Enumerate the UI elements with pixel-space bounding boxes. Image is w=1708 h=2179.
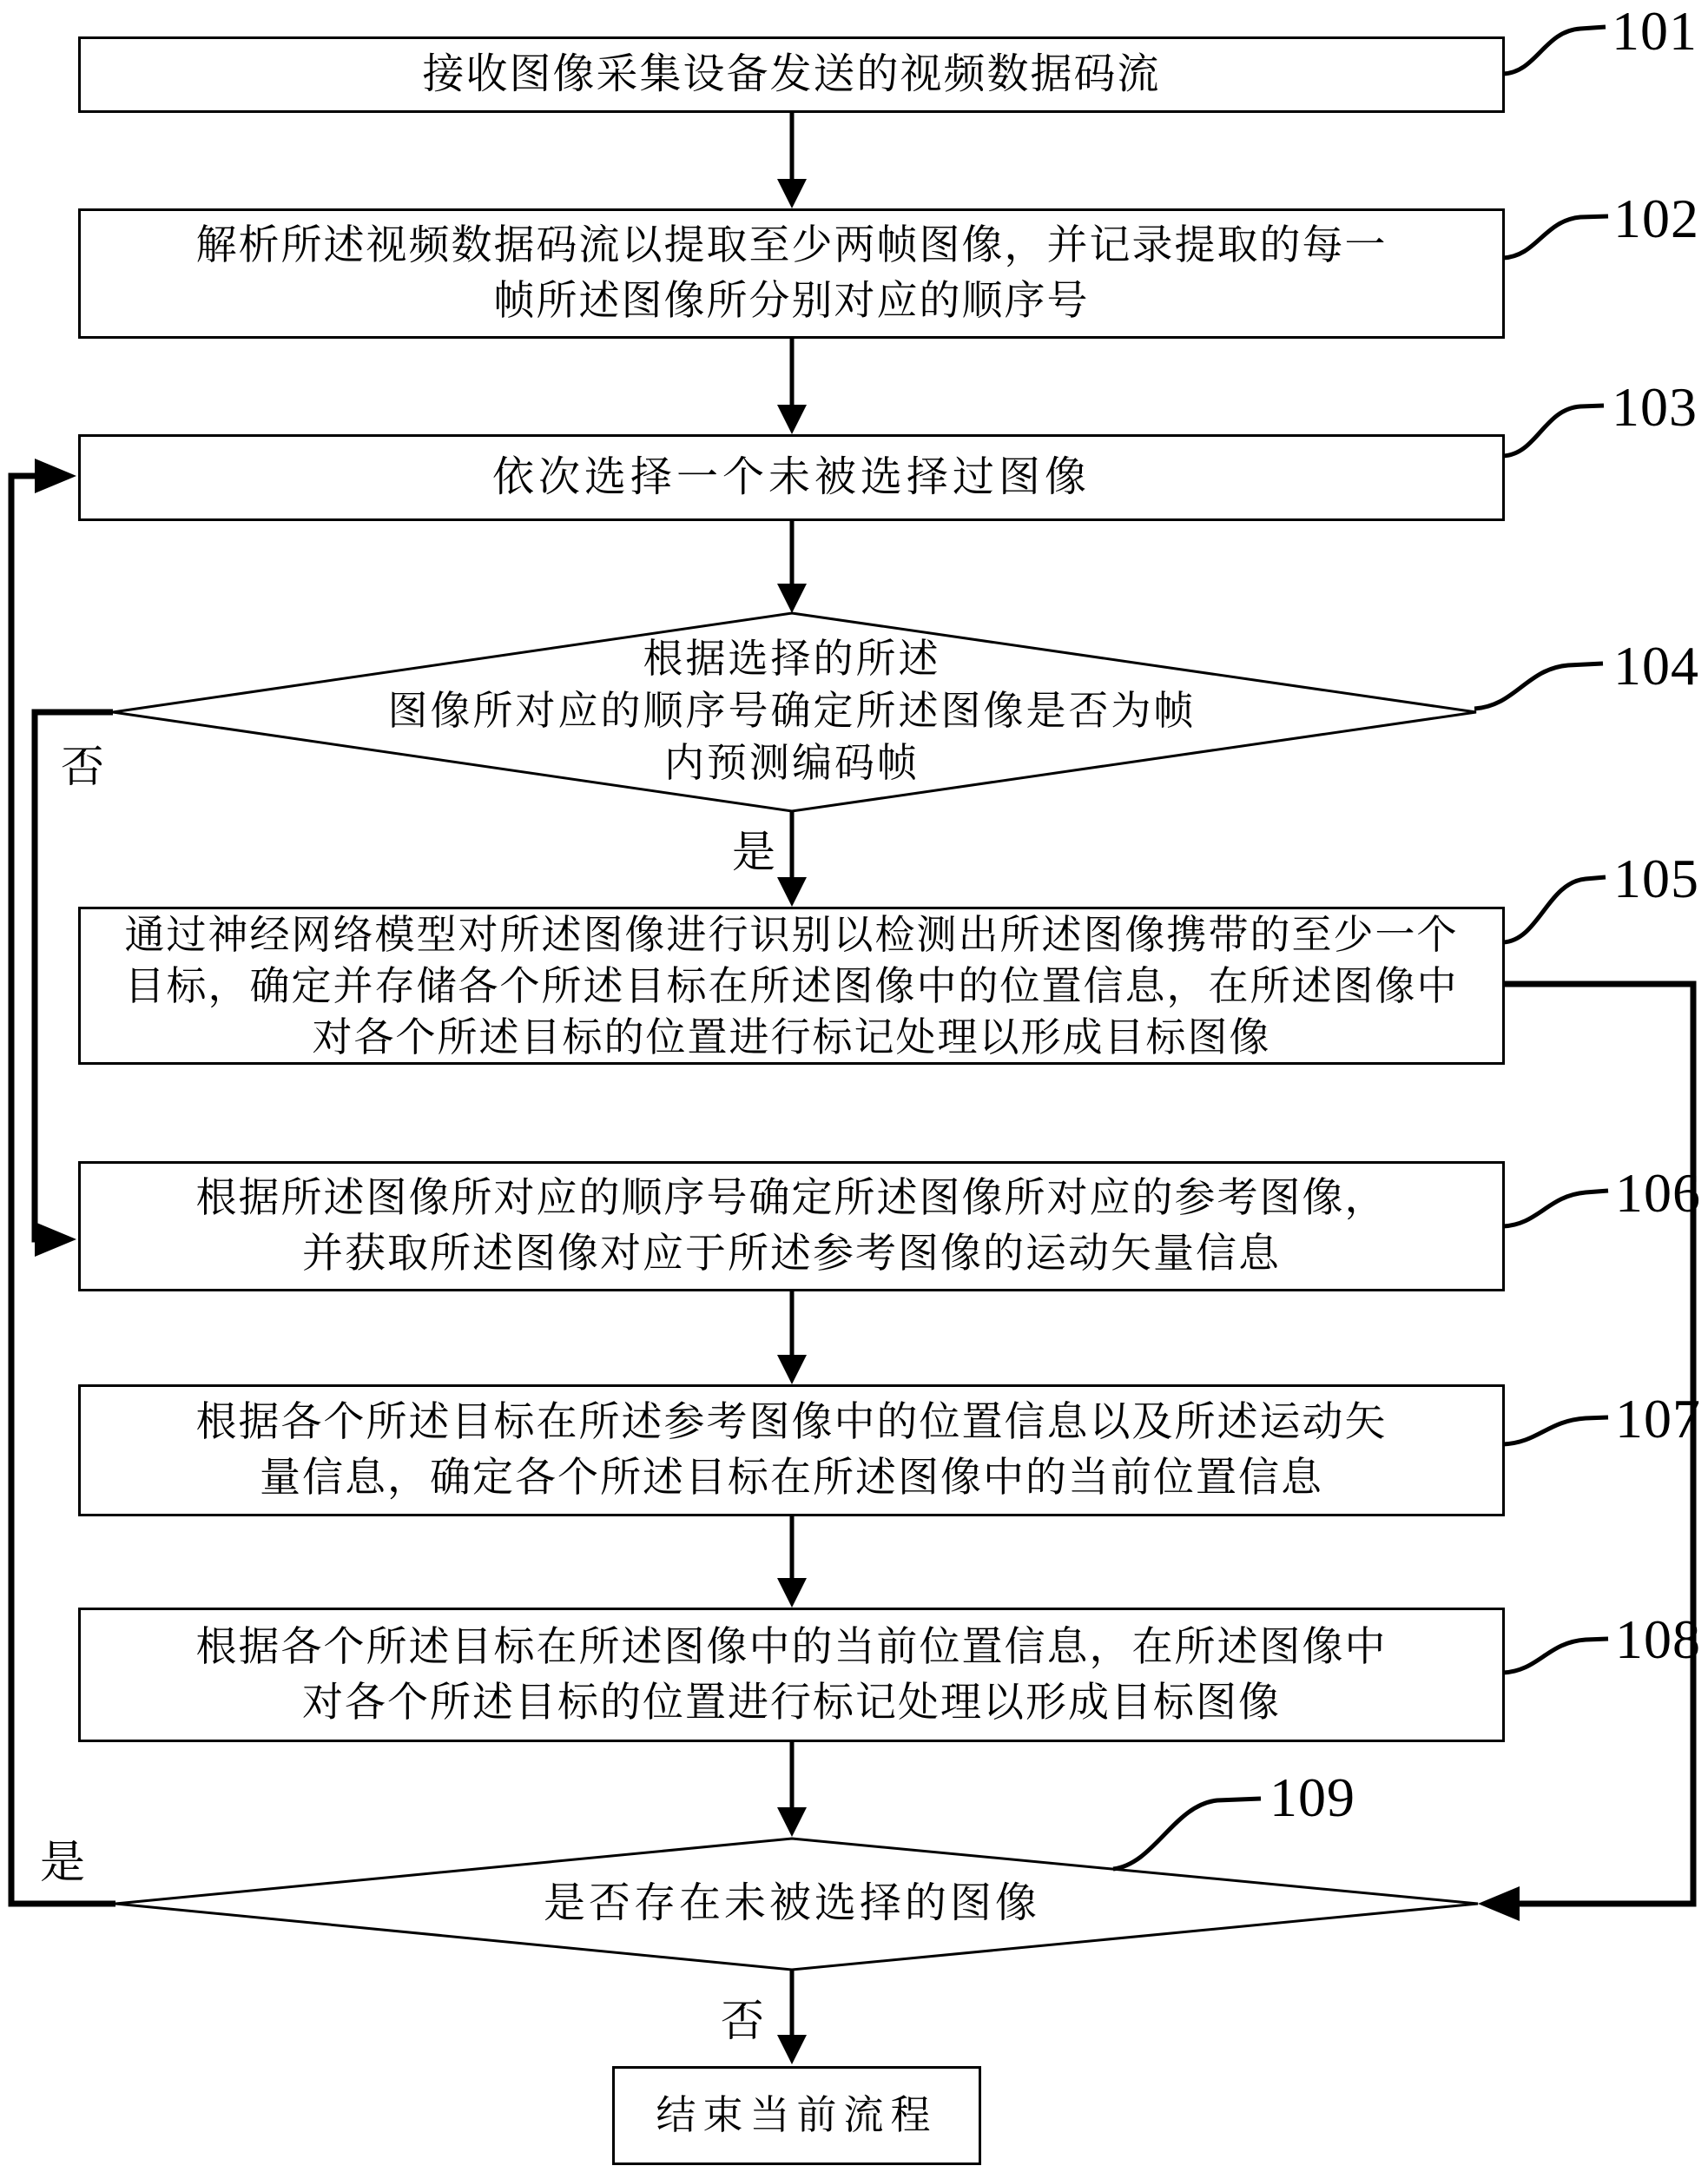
step-108-text-line1: 根据各个所述目标在所述图像中的当前位置信息，在所述图像中 (195, 1624, 1388, 1670)
step-107-box (78, 1384, 1505, 1516)
step-106-text-line1: 根据所述图像所对应的顺序号确定所述图像所对应的参考图像， (195, 1176, 1388, 1221)
decision-104-line1: 根据选择的所述 (643, 637, 941, 681)
step-105-text-line3: 对各个所述目标的位置进行标记处理以形成目标图像 (312, 1014, 1271, 1060)
step-105-text-line2: 目标，确定并存储各个所述目标在所述图像中的位置信息，在所述图像中 (124, 963, 1459, 1008)
arrowhead-102-103 (777, 405, 807, 434)
arrowhead-into-109 (1478, 1886, 1520, 1921)
step-102-box (78, 208, 1505, 339)
arrowhead-into-106 (35, 1222, 76, 1257)
leader-103 (1503, 406, 1604, 456)
step-102-text-line1: 解析所述视频数据码流以提取至少两帧图像，并记录提取的每一 (195, 223, 1388, 268)
ref-107: 107 (1615, 1388, 1701, 1449)
step-101-text: 接收图像采集设备发送的视频数据码流 (422, 51, 1161, 97)
arrowhead-108-109 (777, 1807, 807, 1837)
end-box (612, 2066, 981, 2165)
step-107-text-line2: 量信息，确定各个所述目标在所述图像中的当前位置信息 (260, 1456, 1323, 1501)
leader-106 (1503, 1191, 1608, 1226)
step-105-text-line1: 通过神经网络模型对所述图像进行识别以检测出所述图像携带的至少一个 (124, 912, 1459, 957)
decision-109-text (358, 1879, 1226, 1928)
arrowhead-109-end (777, 2035, 807, 2064)
label-109-no: 否 (721, 1997, 764, 2045)
step-108-box (78, 1608, 1505, 1742)
end-text: 结束当前流程 (656, 2093, 938, 2137)
step-102-text-line2: 帧所述图像所分别对应的顺序号 (493, 279, 1090, 324)
ref-108: 108 (1615, 1608, 1701, 1670)
step-106-box (78, 1161, 1505, 1291)
leader-108 (1503, 1639, 1608, 1673)
ref-109: 109 (1269, 1766, 1355, 1828)
arrowhead-106-107 (777, 1355, 807, 1384)
step-105-box (78, 907, 1505, 1065)
arrowhead-103-104 (777, 584, 807, 613)
ref-104: 104 (1613, 635, 1699, 697)
ref-106: 106 (1615, 1162, 1701, 1224)
label-104-yes: 是 (732, 828, 775, 876)
step-106-text-line2: 并获取所述图像对应于所述参考图像的运动矢量信息 (302, 1231, 1281, 1277)
decision-104-line2: 图像所对应的顺序号确定所述图像是否为帧 (387, 689, 1197, 733)
step-108-text-line2: 对各个所述目标的位置进行标记处理以形成目标图像 (302, 1680, 1281, 1726)
flow-arrows (777, 113, 807, 2064)
ref-101: 101 (1612, 0, 1698, 62)
leader-107 (1503, 1417, 1608, 1444)
leader-102 (1503, 216, 1608, 258)
arrowhead-into-103 (35, 459, 76, 493)
ref-103: 103 (1612, 376, 1698, 438)
decision-109-line1: 是否存在未被选择的图像 (543, 1880, 1040, 1926)
leader-105 (1503, 877, 1606, 942)
step-101-box (78, 36, 1505, 113)
decision-104-line3: 内预测编码帧 (664, 741, 920, 785)
ref-102: 102 (1613, 188, 1699, 249)
leader-104 (1474, 664, 1603, 709)
label-109-yes: 是 (40, 1839, 86, 1888)
step-107-text-line1: 根据各个所述目标在所述参考图像中的位置信息以及所述运动矢 (195, 1400, 1388, 1445)
arrowhead-104-105 (777, 877, 807, 907)
label-104-no: 否 (61, 743, 104, 791)
arrowhead-107-108 (777, 1578, 807, 1608)
step-103-text: 依次选择一个未被选择过图像 (491, 454, 1091, 500)
decision-104-text (358, 631, 1226, 792)
leader-109 (1113, 1799, 1261, 1869)
ref-105: 105 (1613, 848, 1699, 909)
step-103-box (78, 434, 1505, 521)
leader-101 (1503, 27, 1606, 74)
arrowhead-101-102 (777, 179, 807, 208)
